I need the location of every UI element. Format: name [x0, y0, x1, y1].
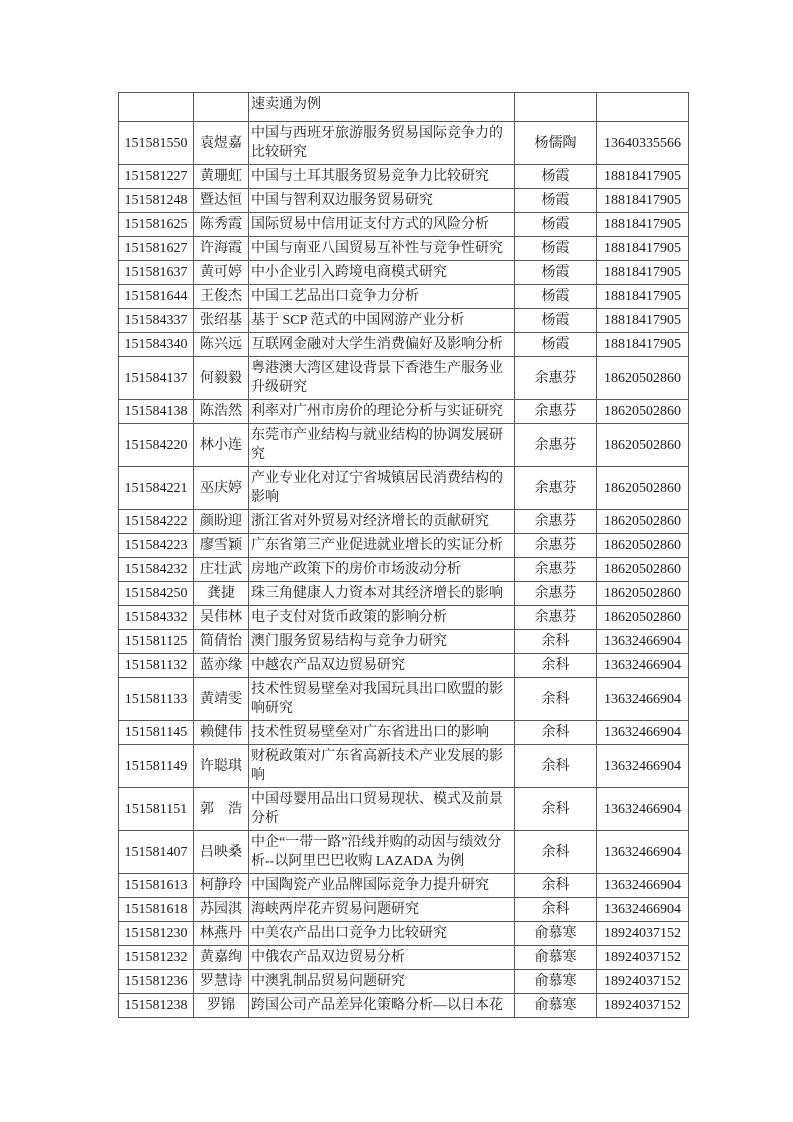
thesis-title-cell: 珠三角健康人力资本对其经济增长的影响	[249, 582, 515, 606]
phone-cell: 18620502860	[597, 424, 689, 467]
thesis-title-cell: 技术性贸易壁垒对广东省进出口的影响	[249, 721, 515, 745]
table-row	[119, 874, 689, 898]
student-id-cell: 151584337	[119, 309, 194, 333]
student-name-cell: 黄嘉绚	[194, 946, 249, 970]
student-id-cell: 151584222	[119, 510, 194, 534]
thesis-title-cell: 粤港澳大湾区建设背景下香港生产服务业升级研究	[249, 357, 515, 400]
student-id-cell: 151584223	[119, 534, 194, 558]
student-name-cell: 暨达恒	[194, 189, 249, 213]
phone-cell: 18818417905	[597, 189, 689, 213]
thesis-title-cell: 基于 SCP 范式的中国网游产业分析	[249, 309, 515, 333]
thesis-title-cell: 中国与南亚八国贸易互补性与竞争性研究	[249, 237, 515, 261]
advisor-cell: 杨霞	[515, 309, 597, 333]
table-row	[119, 534, 689, 558]
advisor-cell: 余科	[515, 898, 597, 922]
thesis-title-cell: 财税政策对广东省高新技术产业发展的影响	[249, 745, 515, 788]
advisor-cell: 杨霞	[515, 165, 597, 189]
thesis-title-cell: 中俄农产品双边贸易分析	[249, 946, 515, 970]
phone-cell: 18924037152	[597, 922, 689, 946]
thesis-title-cell: 技术性贸易壁垒对我国玩具出口欧盟的影响研究	[249, 678, 515, 721]
advisor-cell: 余惠芬	[515, 357, 597, 400]
table-row	[119, 467, 689, 510]
thesis-title-cell: 中国与智利双边服务贸易研究	[249, 189, 515, 213]
phone-cell: 18818417905	[597, 165, 689, 189]
student-id-cell: 151584250	[119, 582, 194, 606]
phone-cell: 13632466904	[597, 831, 689, 874]
student-name-cell: 陈兴远	[194, 333, 249, 357]
phone-cell: 18924037152	[597, 946, 689, 970]
thesis-title-cell: 产业专业化对辽宁省城镇居民消费结构的影响	[249, 467, 515, 510]
student-id-cell: 151581613	[119, 874, 194, 898]
phone-cell: 18818417905	[597, 213, 689, 237]
phone-cell: 18620502860	[597, 400, 689, 424]
student-id-cell: 151581625	[119, 213, 194, 237]
student-id-cell: 151584221	[119, 467, 194, 510]
phone-cell: 13632466904	[597, 788, 689, 831]
student-name-cell: 郭 浩	[194, 788, 249, 831]
table-row	[119, 678, 689, 721]
student-name-cell: 林燕丹	[194, 922, 249, 946]
advisor-cell: 余科	[515, 654, 597, 678]
table-row	[119, 922, 689, 946]
thesis-title-cell: 利率对广州市房价的理论分析与实证研究	[249, 400, 515, 424]
student-name-cell: 陈浩然	[194, 400, 249, 424]
student-id-cell: 151581227	[119, 165, 194, 189]
table-row	[119, 309, 689, 333]
student-name-cell: 王俊杰	[194, 285, 249, 309]
table-row	[119, 898, 689, 922]
phone-cell: 18620502860	[597, 534, 689, 558]
table-row	[119, 510, 689, 534]
advisor-cell: 杨儒陶	[515, 122, 597, 165]
student-id-cell: 151581248	[119, 189, 194, 213]
student-id-cell: 151584332	[119, 606, 194, 630]
table-container	[118, 92, 689, 1018]
student-id-cell: 151581637	[119, 261, 194, 285]
student-name-cell: 罗锦	[194, 994, 249, 1018]
phone-cell: 18818417905	[597, 285, 689, 309]
advisor-cell: 俞慕寒	[515, 922, 597, 946]
table-row	[119, 237, 689, 261]
table-row	[119, 558, 689, 582]
advisor-cell: 杨霞	[515, 333, 597, 357]
thesis-title-cell: 海峡两岸花卉贸易问题研究	[249, 898, 515, 922]
student-id-cell: 151581407	[119, 831, 194, 874]
advisor-cell: 余科	[515, 788, 597, 831]
student-name-cell: 廖雪颖	[194, 534, 249, 558]
table-row	[119, 994, 689, 1018]
thesis-assignment-table	[118, 92, 689, 1018]
table-row	[119, 261, 689, 285]
student-name-cell: 蓝亦缘	[194, 654, 249, 678]
phone-cell: 18818417905	[597, 333, 689, 357]
student-id-cell: 151581125	[119, 630, 194, 654]
advisor-cell: 余惠芬	[515, 510, 597, 534]
student-id-cell: 151584138	[119, 400, 194, 424]
advisor-cell: 余惠芬	[515, 558, 597, 582]
student-id-cell: 151581550	[119, 122, 194, 165]
phone-cell: 18924037152	[597, 994, 689, 1018]
student-id-cell: 151581133	[119, 678, 194, 721]
table-row	[119, 831, 689, 874]
student-name-cell: 黄可婷	[194, 261, 249, 285]
phone-cell: 18818417905	[597, 261, 689, 285]
student-id-cell	[119, 93, 194, 122]
phone-cell: 18620502860	[597, 467, 689, 510]
student-name-cell: 林小连	[194, 424, 249, 467]
table-row	[119, 654, 689, 678]
student-name-cell: 苏园淇	[194, 898, 249, 922]
student-name-cell: 吴伟林	[194, 606, 249, 630]
table-row	[119, 213, 689, 237]
table-row	[119, 400, 689, 424]
student-name-cell: 黄珊虹	[194, 165, 249, 189]
student-id-cell: 151581236	[119, 970, 194, 994]
thesis-title-cell: 澳门服务贸易结构与竞争力研究	[249, 630, 515, 654]
table-row	[119, 424, 689, 467]
thesis-title-cell: 东莞市产业结构与就业结构的协调发展研究	[249, 424, 515, 467]
thesis-title-cell: 房地产政策下的房价市场波动分析	[249, 558, 515, 582]
table-row	[119, 357, 689, 400]
advisor-cell: 俞慕寒	[515, 970, 597, 994]
advisor-cell: 余科	[515, 831, 597, 874]
advisor-cell: 杨霞	[515, 261, 597, 285]
table-row	[119, 122, 689, 165]
table-row	[119, 745, 689, 788]
student-name-cell: 张绍基	[194, 309, 249, 333]
student-id-cell: 151581132	[119, 654, 194, 678]
advisor-cell: 余惠芬	[515, 606, 597, 630]
student-id-cell: 151584340	[119, 333, 194, 357]
table-row	[119, 189, 689, 213]
student-name-cell: 简倩怡	[194, 630, 249, 654]
student-id-cell: 151584232	[119, 558, 194, 582]
student-name-cell: 何毅毅	[194, 357, 249, 400]
student-name-cell: 许海霞	[194, 237, 249, 261]
student-id-cell: 151581618	[119, 898, 194, 922]
phone-cell: 18620502860	[597, 582, 689, 606]
thesis-title-cell: 浙江省对外贸易对经济增长的贡献研究	[249, 510, 515, 534]
advisor-cell: 杨霞	[515, 213, 597, 237]
student-id-cell: 151581644	[119, 285, 194, 309]
student-id-cell: 151581230	[119, 922, 194, 946]
table-body	[119, 93, 689, 1018]
student-name-cell: 颜盼迎	[194, 510, 249, 534]
student-name-cell: 袁煜嘉	[194, 122, 249, 165]
thesis-title-cell: 中越农产品双边贸易研究	[249, 654, 515, 678]
advisor-cell: 杨霞	[515, 189, 597, 213]
student-name-cell: 黄靖雯	[194, 678, 249, 721]
thesis-title-cell: 中企“一带一路”沿线并购的动因与绩效分析--以阿里巴巴收购 LAZADA 为例	[249, 831, 515, 874]
table-row	[119, 970, 689, 994]
phone-cell: 18620502860	[597, 606, 689, 630]
phone-cell: 13632466904	[597, 745, 689, 788]
student-id-cell: 151581145	[119, 721, 194, 745]
student-name-cell: 吕映桑	[194, 831, 249, 874]
advisor-cell: 余科	[515, 874, 597, 898]
advisor-cell: 余惠芬	[515, 534, 597, 558]
table-row	[119, 788, 689, 831]
thesis-title-cell: 中国陶瓷产业品牌国际竞争力提升研究	[249, 874, 515, 898]
thesis-title-cell: 中小企业引入跨境电商模式研究	[249, 261, 515, 285]
thesis-title-cell: 互联网金融对大学生消费偏好及影响分析	[249, 333, 515, 357]
phone-cell: 18924037152	[597, 970, 689, 994]
phone-cell: 13632466904	[597, 721, 689, 745]
thesis-title-cell: 电子支付对货币政策的影响分析	[249, 606, 515, 630]
student-name-cell: 庄壮武	[194, 558, 249, 582]
advisor-cell	[515, 93, 597, 122]
table-row	[119, 582, 689, 606]
student-id-cell: 151581238	[119, 994, 194, 1018]
phone-cell: 18818417905	[597, 237, 689, 261]
phone-cell: 13632466904	[597, 874, 689, 898]
student-id-cell: 151584137	[119, 357, 194, 400]
advisor-cell: 余惠芬	[515, 467, 597, 510]
student-name-cell: 龚捷	[194, 582, 249, 606]
advisor-cell: 俞慕寒	[515, 994, 597, 1018]
phone-cell: 18818417905	[597, 309, 689, 333]
student-name-cell: 罗慧诗	[194, 970, 249, 994]
table-row	[119, 285, 689, 309]
advisor-cell: 杨霞	[515, 237, 597, 261]
thesis-title-cell: 广东省第三产业促进就业增长的实证分析	[249, 534, 515, 558]
thesis-title-cell: 中国与西班牙旅游服务贸易国际竞争力的比较研究	[249, 122, 515, 165]
advisor-cell: 俞慕寒	[515, 946, 597, 970]
phone-cell	[597, 93, 689, 122]
table-row	[119, 165, 689, 189]
thesis-title-cell: 国际贸易中信用证支付方式的风险分析	[249, 213, 515, 237]
student-name-cell: 许聪琪	[194, 745, 249, 788]
advisor-cell: 余科	[515, 745, 597, 788]
table-row	[119, 946, 689, 970]
phone-cell: 18620502860	[597, 357, 689, 400]
advisor-cell: 余惠芬	[515, 424, 597, 467]
student-id-cell: 151581627	[119, 237, 194, 261]
table-row	[119, 630, 689, 654]
phone-cell: 18620502860	[597, 558, 689, 582]
advisor-cell: 余科	[515, 678, 597, 721]
student-id-cell: 151581149	[119, 745, 194, 788]
advisor-cell: 余惠芬	[515, 582, 597, 606]
phone-cell: 13640335566	[597, 122, 689, 165]
student-id-cell: 151581151	[119, 788, 194, 831]
student-name-cell: 赖健伟	[194, 721, 249, 745]
student-name-cell: 柯静玲	[194, 874, 249, 898]
phone-cell: 13632466904	[597, 898, 689, 922]
thesis-title-cell: 中国与土耳其服务贸易竞争力比较研究	[249, 165, 515, 189]
phone-cell: 18620502860	[597, 510, 689, 534]
thesis-title-cell: 中国工艺品出口竞争力分析	[249, 285, 515, 309]
student-id-cell: 151581232	[119, 946, 194, 970]
advisor-cell: 杨霞	[515, 285, 597, 309]
student-name-cell	[194, 93, 249, 122]
student-id-cell: 151584220	[119, 424, 194, 467]
student-name-cell: 巫庆婷	[194, 467, 249, 510]
phone-cell: 13632466904	[597, 630, 689, 654]
advisor-cell: 余惠芬	[515, 400, 597, 424]
phone-cell: 13632466904	[597, 654, 689, 678]
advisor-cell: 余科	[515, 630, 597, 654]
phone-cell: 13632466904	[597, 678, 689, 721]
advisor-cell: 余科	[515, 721, 597, 745]
table-row	[119, 333, 689, 357]
thesis-title-cell: 中美农产品出口竞争力比较研究	[249, 922, 515, 946]
thesis-title-cell: 中澳乳制品贸易问题研究	[249, 970, 515, 994]
table-row	[119, 721, 689, 745]
thesis-title-cell: 速卖通为例	[249, 93, 515, 122]
thesis-title-cell: 中国母婴用品出口贸易现状、模式及前景分析	[249, 788, 515, 831]
table-row	[119, 93, 689, 122]
thesis-title-cell: 跨国公司产品差异化策略分析—以日本花	[249, 994, 515, 1018]
table-row	[119, 606, 689, 630]
student-name-cell: 陈秀霞	[194, 213, 249, 237]
